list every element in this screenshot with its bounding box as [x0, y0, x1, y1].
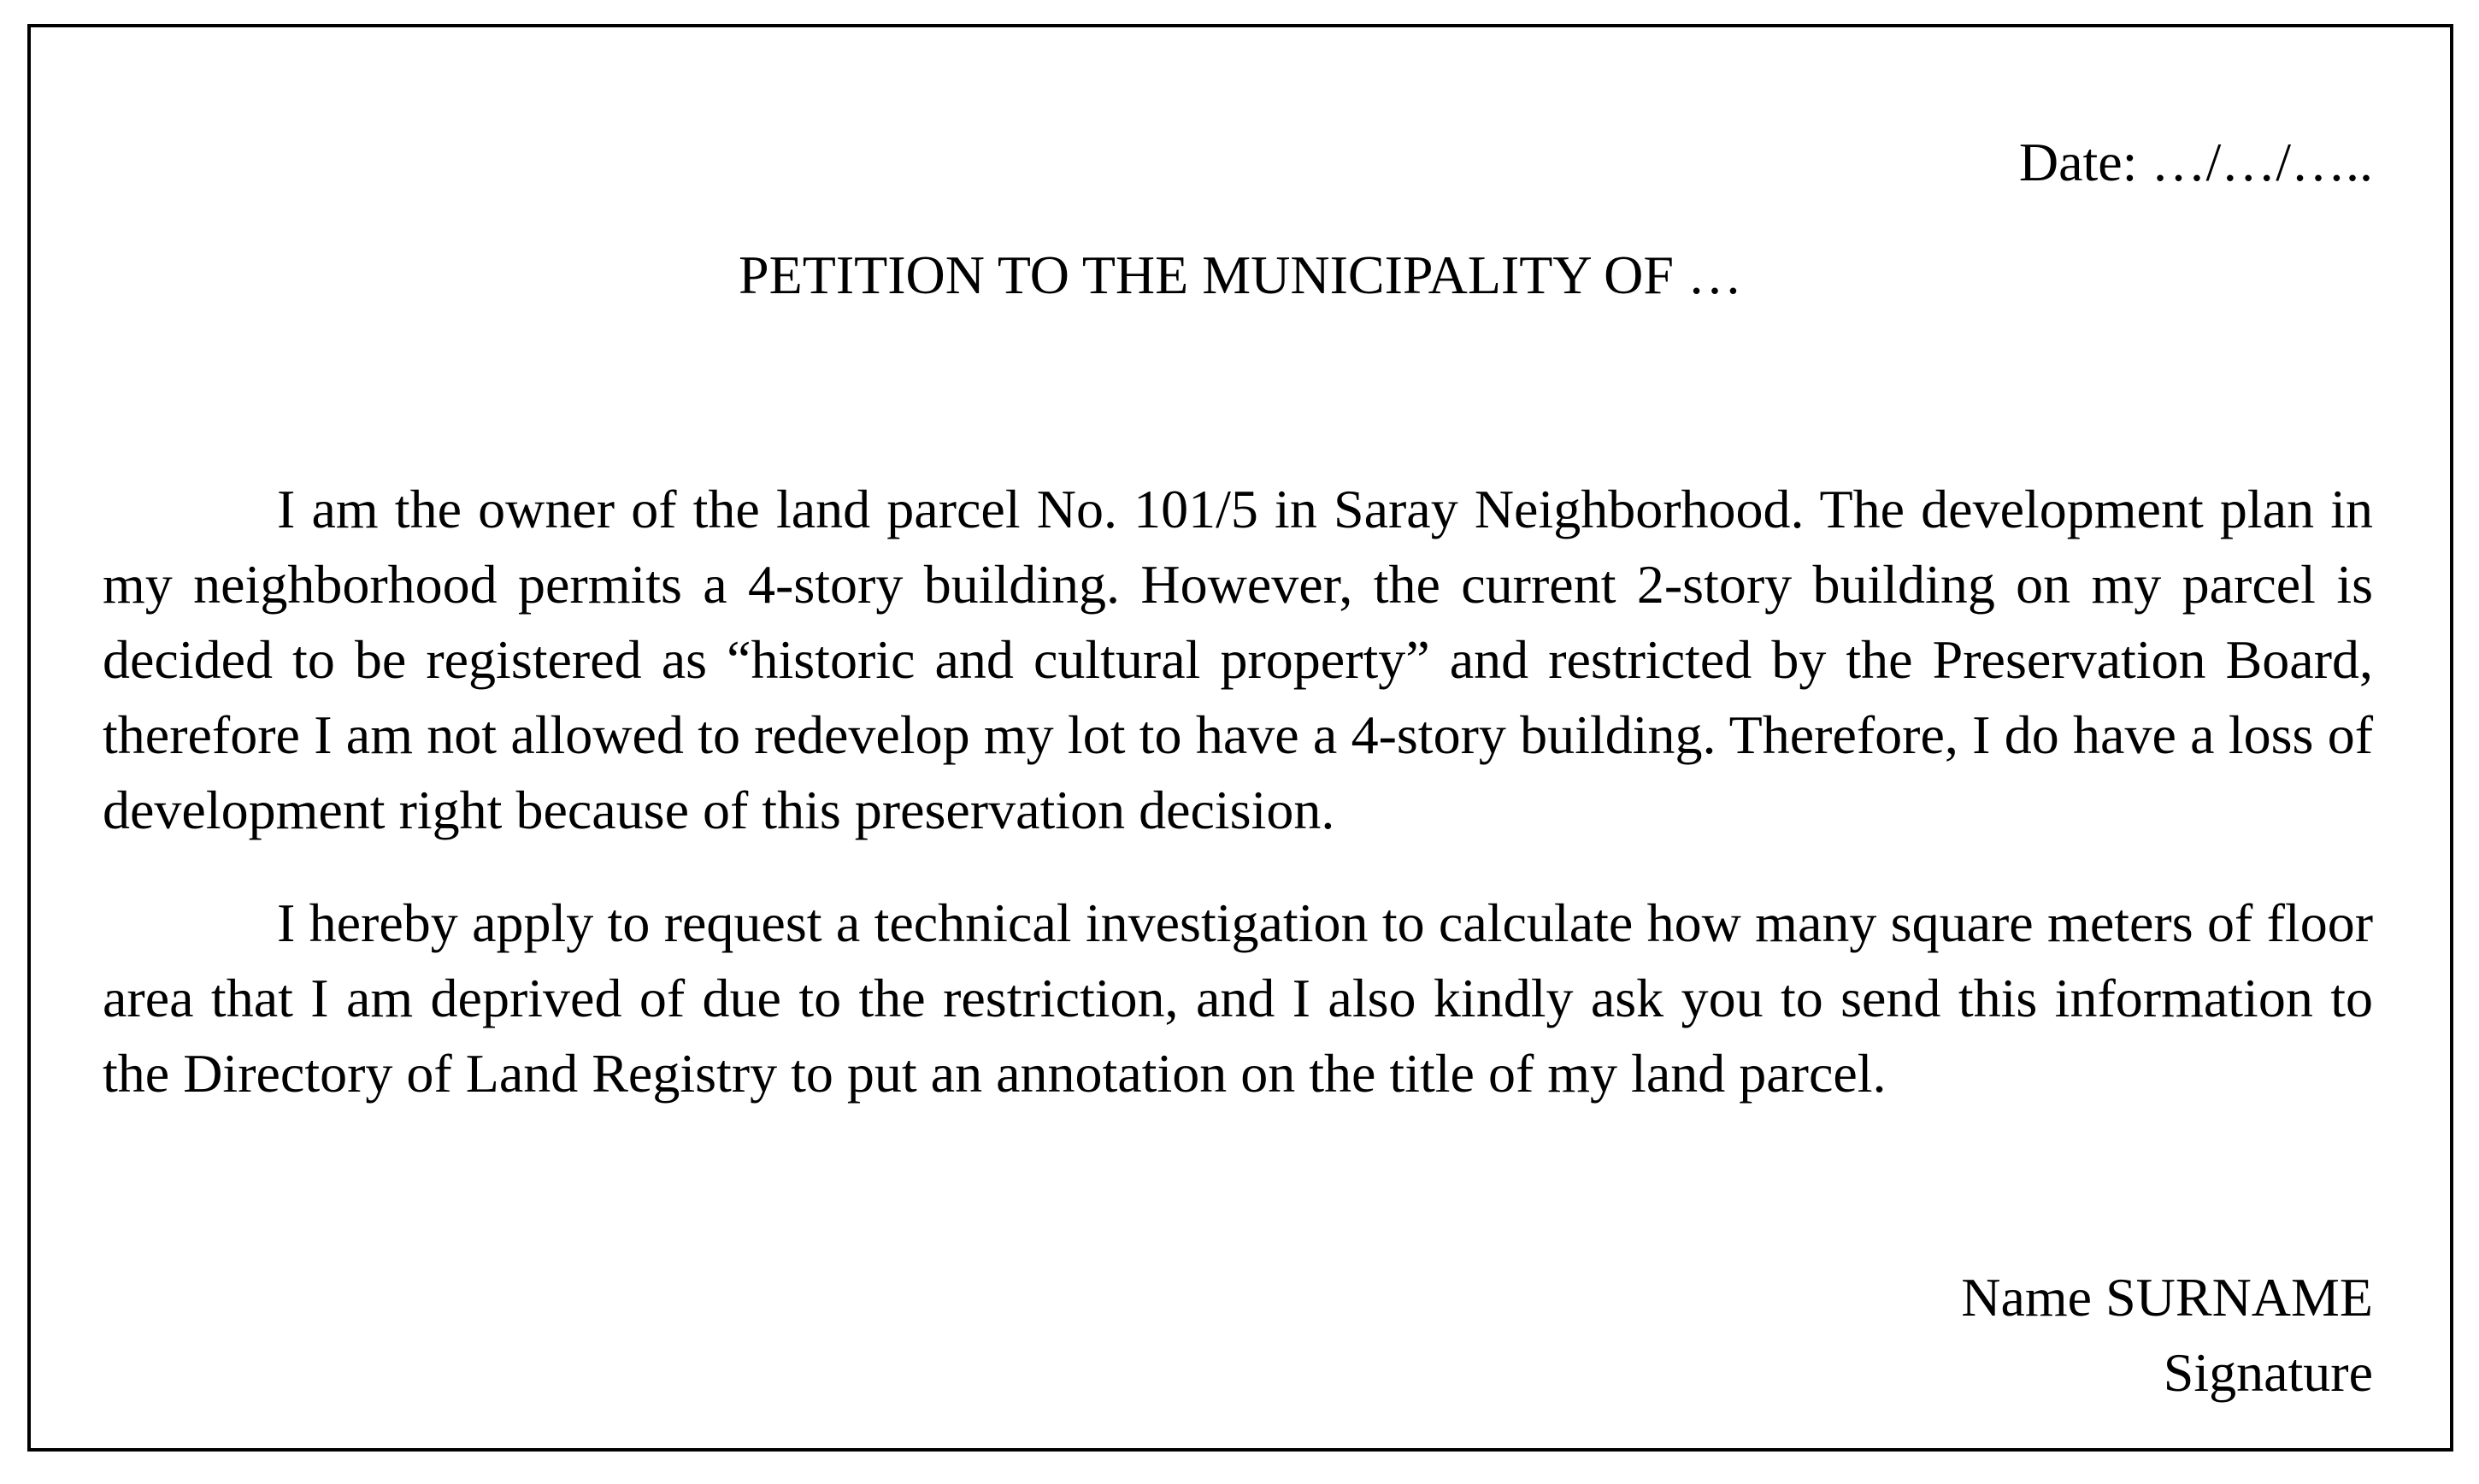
body-paragraph-2: I hereby apply to request a technical investigation to calculate how many square meters of floor area that I am deprived of due to the restriction, and I also kindly ask you to send this information to the Directory of Land Registry to put an annotation on the title of my land parcel.: [103, 892, 2373, 1104]
petition-body: [103, 472, 2373, 1149]
name-surname-line: Name SURNAME: [1961, 1267, 2373, 1328]
document-frame: [27, 24, 2453, 1452]
body-paragraph-1: I am the owner of the land parcel No. 101/5 in Saray Neighborhood. The development plan in my neighborhood permits a 4-story building. However, the current 2-story building on my parcel is decided to be registered as “historic and cultural property” and restricted by the Preservation Board, therefore I am not allowed to redevelop my lot to have a 4-story building. Therefore, I do have a loss of development right because of this preservation decision.: [103, 479, 2373, 840]
signature-block: [1961, 1260, 2373, 1410]
date-line: Date: …/…/…..: [2018, 132, 2373, 192]
petition-title: PETITION TO THE MUNICIPALITY OF …: [739, 244, 1742, 305]
signature-line: Signature: [2163, 1342, 2373, 1403]
